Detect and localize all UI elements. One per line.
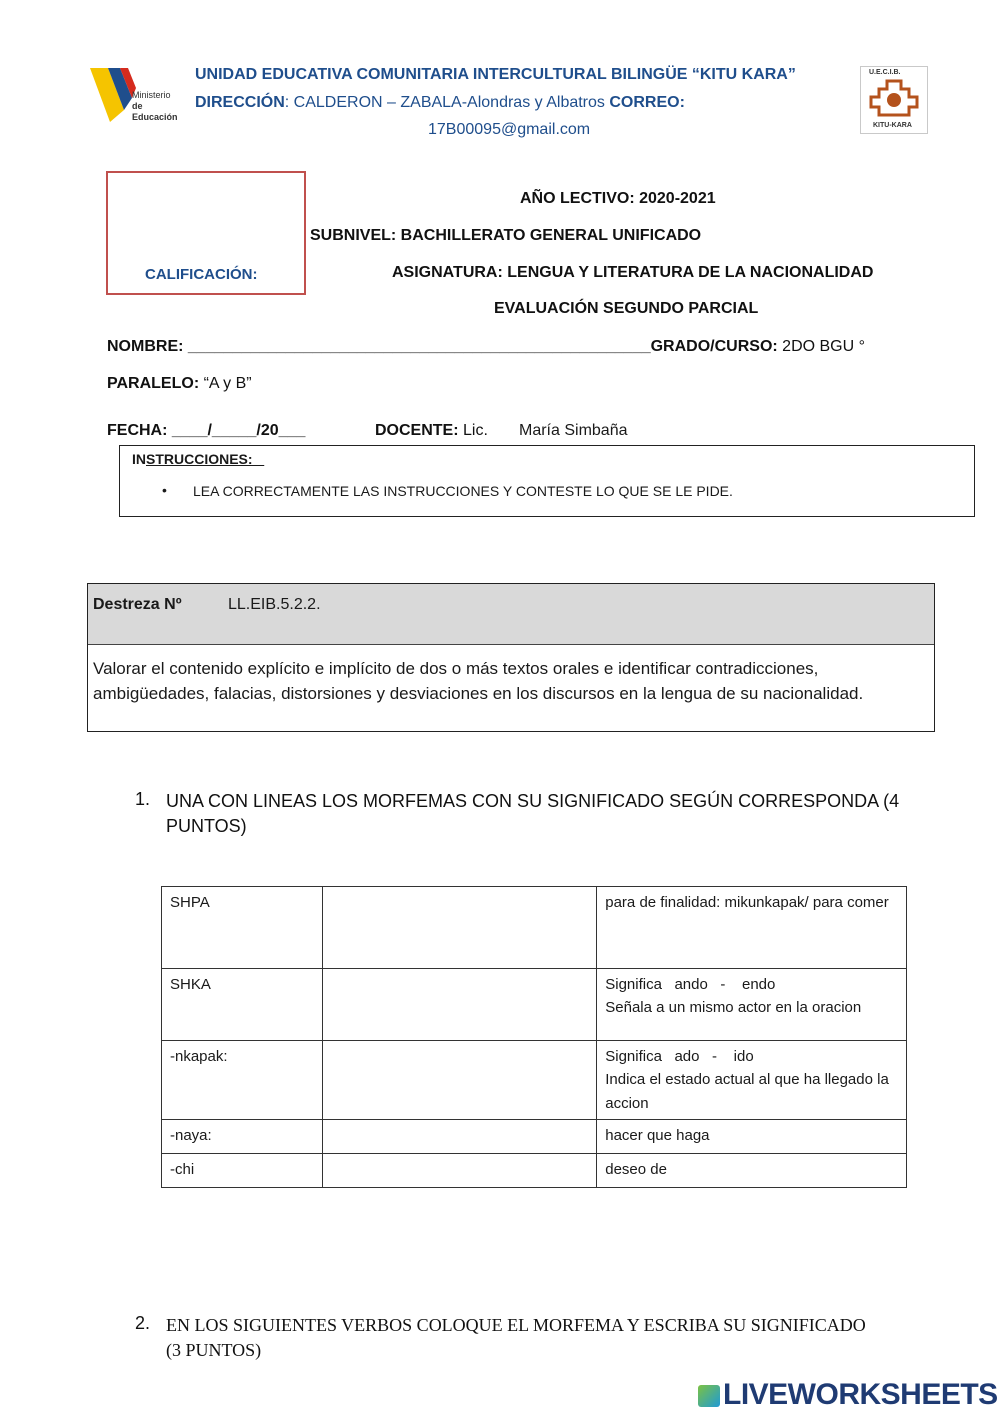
grade-course-value: 2DO BGU ° (777, 338, 866, 355)
ministry-text-1: Ministerio (132, 90, 171, 100)
evaluation-title: EVALUACIÓN SEGUNDO PARCIAL (494, 300, 759, 317)
question-2-text: EN LOS SIGUIENTES VERBOS COLOQUE EL MORFEMA Y ESCRIBA SU SIGNIFICADO (3 PUNTOS) (166, 1315, 866, 1360)
skill-box (87, 583, 935, 732)
answer-cell[interactable] (322, 1153, 596, 1187)
teacher-title: Lic. (458, 422, 488, 439)
teacher-row (375, 422, 488, 440)
question-1-text: UNA CON LINEAS LOS MORFEMAS CON SU SIGNIFICADO SEGÚN CORRESPONDA (4 PUNTOS) (166, 791, 900, 836)
name-label: NOMBRE: (107, 338, 188, 355)
meaning-line: Indica el estado actual al que ha llegado la accion (605, 1071, 889, 1112)
morpheme-cell: SHKA (162, 969, 323, 1041)
skill-code: LL.EIB.5.2.2. (228, 596, 321, 613)
instructions-bullet: • (162, 482, 167, 498)
answer-cell[interactable] (322, 1119, 596, 1153)
question-1-number: 1. (135, 789, 151, 809)
seal-text-top: U.E.C.I.B. (869, 69, 901, 76)
liveworksheets-watermark (698, 1378, 998, 1412)
parallel-value: “A y B” (199, 375, 252, 392)
meaning-cell: deseo de (597, 1153, 907, 1187)
meaning-line: Significa ando - endo (605, 976, 776, 993)
instructions-box (119, 445, 975, 517)
seal-text-bottom: KITU-KARA (873, 122, 912, 129)
liveworksheets-icon (698, 1385, 720, 1407)
date-row (107, 422, 305, 440)
teacher-label: DOCENTE: (375, 422, 459, 439)
morpheme-cell: -chi (162, 1153, 323, 1187)
table-row (162, 1153, 907, 1187)
parallel-row (107, 375, 252, 393)
table-row (162, 969, 907, 1041)
meaning-cell (597, 1041, 907, 1120)
school-address (195, 94, 685, 112)
sublevel: SUBNIVEL: BACHILLERATO GENERAL UNIFICADO (310, 227, 702, 244)
skill-label: Destreza Nº (93, 596, 182, 613)
table-row (162, 1041, 907, 1120)
instructions-text: LEA CORRECTAMENTE LAS INSTRUCCIONES Y CONTESTE LO QUE SE LE PIDE. (193, 483, 733, 499)
morpheme-table (161, 886, 907, 1188)
school-seal (860, 66, 928, 134)
name-row (107, 338, 865, 356)
meaning-cell: hacer que haga (597, 1119, 907, 1153)
answer-cell[interactable] (322, 969, 596, 1041)
morpheme-cell: -nkapak: (162, 1041, 323, 1120)
date-field[interactable]: FECHA: ____/_____/20___ (107, 422, 306, 439)
meaning-cell: para de finalidad: mikunkapak/ para comer (597, 887, 907, 969)
meaning-cell (597, 969, 907, 1041)
grade-label: CALIFICACIÓN: (145, 266, 258, 283)
instructions-title (132, 451, 264, 467)
school-year: AÑO LECTIVO: 2020-2021 (520, 190, 716, 207)
grade-course-label: GRADO/CURSO: (650, 338, 778, 355)
instructions-title-rest: STRUCCIONES: (146, 451, 265, 467)
email-label: CORREO: (609, 94, 685, 111)
parallel-label: PARALELO: (107, 375, 200, 392)
name-line[interactable]: ____________________________________________________ (187, 338, 651, 355)
school-email: 17B00095@gmail.com (428, 121, 591, 138)
address-label: DIRECCIÓN (195, 94, 285, 111)
table-row (162, 887, 907, 969)
morpheme-cell: SHPA (162, 887, 323, 969)
teacher-name: María Simbaña (519, 422, 628, 439)
meaning-line: Señala a un mismo actor en la oracion (605, 999, 862, 1017)
answer-cell[interactable] (322, 1041, 596, 1120)
morpheme-cell: -naya: (162, 1119, 323, 1153)
address-value: : CALDERON – ZABALA-Alondras y Albatros (284, 94, 610, 111)
answer-cell[interactable] (322, 887, 596, 969)
meaning-line: Significa ado - ido (605, 1048, 754, 1065)
subject: ASIGNATURA: LENGUA Y LITERATURA DE LA NACIONALIDAD (392, 264, 874, 281)
ministry-text-2: de Educación (132, 101, 178, 122)
skill-header (88, 584, 934, 645)
ministry-logo (88, 64, 183, 126)
table-row (162, 1119, 907, 1153)
instructions-title-prefix: IN (132, 451, 146, 467)
question-2-number: 2. (135, 1313, 151, 1333)
skill-description: Valorar el contenido explícito e implícito de dos o más textos orales e identificar contradicciones, ambigüedades, falacias, distorsiones y desviaciones en los discursos en la lengua de su nacionalidad. (93, 659, 864, 703)
watermark-text: LIVEWORKSHEETS (723, 1378, 998, 1411)
school-name: UNIDAD EDUCATIVA COMUNITARIA INTERCULTURAL BILINGÜE “KITU KARA” (195, 66, 796, 83)
